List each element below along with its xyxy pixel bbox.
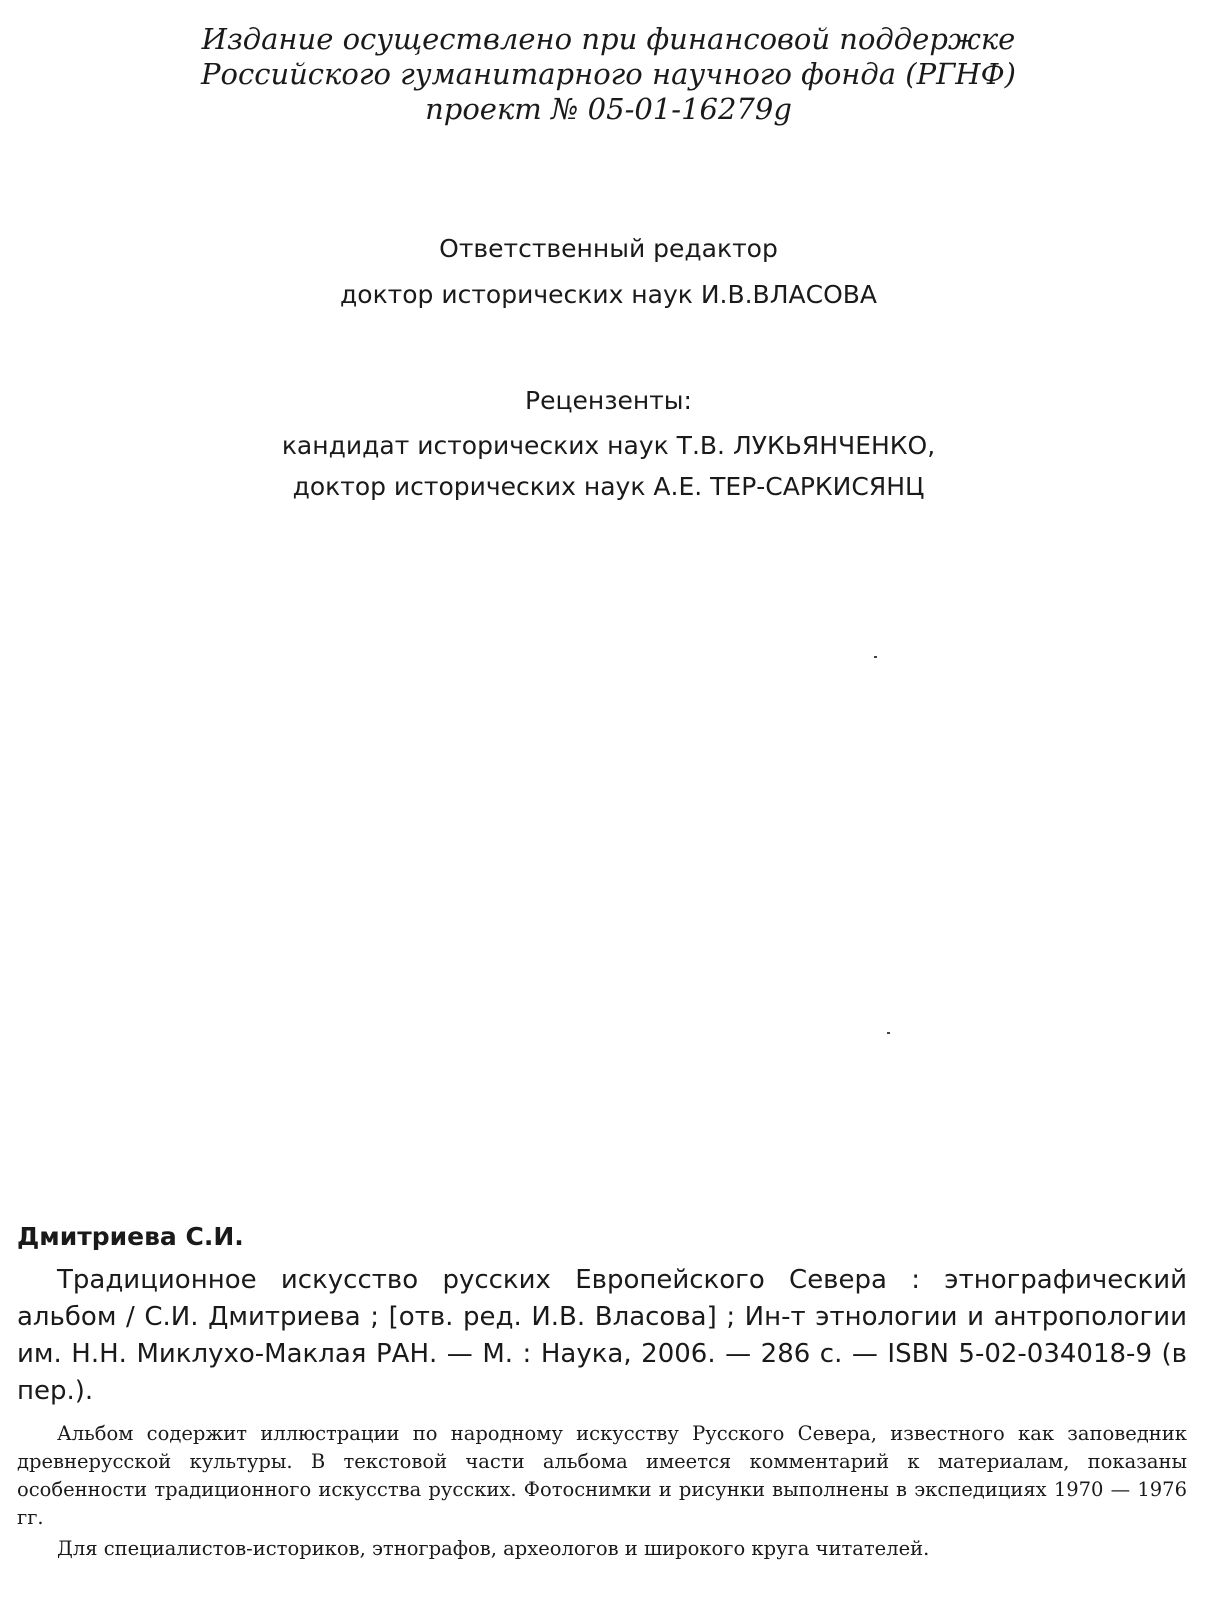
catalog-entry: Традиционное искусство русских Европейского Севера : этнографический альбом / С.И. Дмитриева ; [отв. ред. И.В. Власова] ; Ин-т этнологии и антропологии им. Н.Н. Миклухо-Маклая РАН. — М. : Наука, 2006. — 286 с. — ISBN 5-02-034018-9 (в пер.). <box>17 1265 1187 1406</box>
scan-speck <box>874 656 877 658</box>
scan-speck <box>887 1032 890 1034</box>
editor-name: доктор исторических наук И.В.ВЛАСОВА <box>340 280 877 309</box>
author-name: Дмитриева С.И. <box>17 1222 244 1251</box>
funding-notice <box>0 22 1217 127</box>
annotation-text: Альбом содержит иллюстрации по народному искусству Русского Севера, известного как заповедник древнерусской культуры. В текстовой части альбома имеется комментарий к материалам, показаны особенности традиционного искусства русских. Фотоснимки и рисунки выполнены в экспедициях 1970 — 1976 гг. <box>17 1422 1187 1529</box>
bibliographic-record <box>17 1220 1187 1564</box>
editor-heading: Ответственный редактор <box>439 234 778 263</box>
funding-project-number: проект № 05-01-16279g <box>425 92 792 126</box>
funding-line-1: Издание осуществлено при финансовой поддержке <box>201 22 1016 56</box>
reviewer-1: кандидат исторических наук Т.В. ЛУКЬЯНЧЕНКО, <box>281 431 936 460</box>
responsible-editor <box>0 226 1217 318</box>
audience-text: Для специалистов-историков, этнографов, археологов и широкого круга читателей. <box>57 1537 930 1560</box>
reviewers-heading: Рецензенты: <box>525 386 692 415</box>
reviewers <box>0 380 1217 507</box>
funding-line-2: Российского гуманитарного научного фонда (РГНФ) <box>200 57 1016 91</box>
reviewer-2: доктор исторических наук А.Е. ТЕР-САРКИСЯНЦ <box>292 472 925 501</box>
